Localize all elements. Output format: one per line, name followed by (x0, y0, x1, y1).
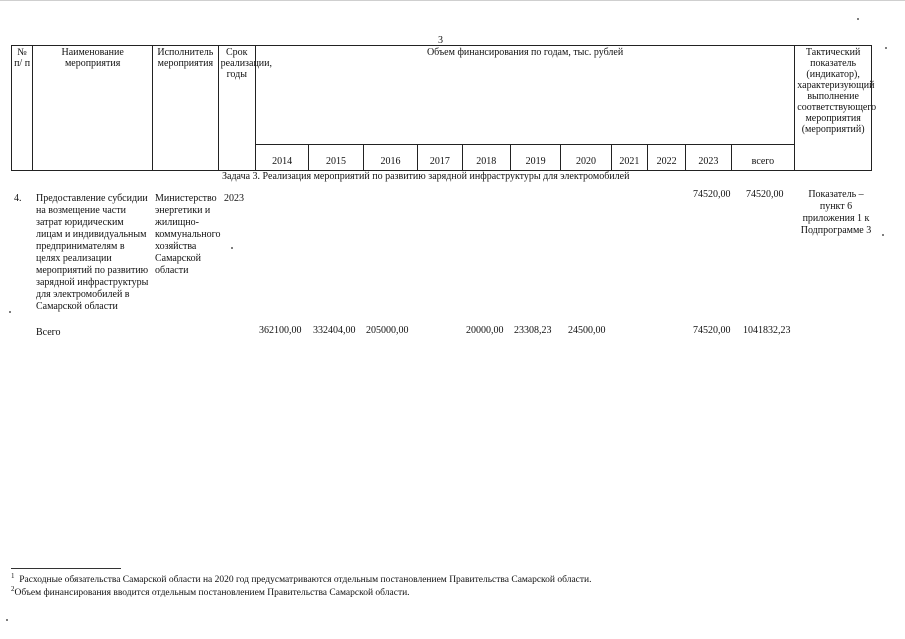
header-year: 2018 (462, 145, 510, 171)
page-top-edge (0, 0, 905, 1)
header-number: № п/ п (12, 46, 33, 171)
row-event-name: Предоставление субсидии на возмещение части затрат юридическим лицам и индивидуальным предпринимателям в целях реализации мероприятий по развитию зарядной инфраструктуры для электромобилей в Самарской области (36, 193, 149, 312)
total-2018: 20000,00 (466, 325, 504, 336)
header-year: 2015 (309, 145, 363, 171)
scan-speck (231, 247, 233, 249)
total-2015: 332404,00 (313, 325, 356, 336)
financing-table-header (11, 45, 877, 171)
total-2023: 74520,00 (693, 325, 731, 336)
footnote-1-mark: 1 (11, 572, 15, 580)
row-number: 4. (14, 193, 22, 204)
task-title: Задача 3. Реализация мероприятий по развитию зарядной инфраструктуры для электромобилей (222, 171, 630, 182)
header-executor: Исполнитель мероприятия (153, 46, 219, 171)
header-term: Срок реализации, годы (218, 46, 255, 171)
total-2014: 362100,00 (259, 325, 302, 336)
total-2020: 24500,00 (568, 325, 606, 336)
footnote-2-text: Объем финансирования вводится отдельным постановлением Правительства Самарской области. (14, 588, 410, 599)
scan-speck (882, 234, 884, 236)
header-event-name: Наименование мероприятия (33, 46, 153, 171)
row-indicator: Показатель – пункт 6 приложения 1 к Подпрограмме 3 (800, 189, 872, 236)
header-financing: Объем финансирования по годам, тыс. рублей (255, 46, 794, 145)
row-value-total: 74520,00 (746, 189, 784, 200)
header-year: 2019 (510, 145, 560, 171)
scan-speck (9, 311, 11, 313)
header-year: 2021 (611, 145, 647, 171)
footnote-2 (11, 585, 410, 598)
scan-speck (6, 619, 8, 621)
header-year: 2014 (255, 145, 308, 171)
header-indicator: Тактический показатель (индикатор), характеризующий выполнение соответствующего мероприятия (мероприятий) (795, 46, 872, 171)
footnote-1-text: Расходные обязательства Самарской области на 2020 год предусматриваются отдельным постановлением Правительства Самарской области. (19, 575, 592, 586)
row-term: 2023 (224, 193, 244, 204)
header-year-total: всего (731, 145, 795, 171)
row-executor: Министерство энергетики и жилищно-коммунального хозяйства Самарской области (155, 193, 221, 276)
footnote-1 (11, 572, 592, 585)
footnote-separator (11, 568, 121, 569)
page-number: 3 (438, 35, 443, 46)
row-value-2023: 74520,00 (693, 189, 731, 200)
header-year: 2020 (561, 145, 611, 171)
total-label: Всего (36, 327, 61, 338)
total-all: 1041832,23 (743, 325, 791, 336)
scan-speck (885, 47, 887, 49)
scan-speck (857, 18, 859, 20)
header-year: 2017 (418, 145, 462, 171)
total-2016: 205000,00 (366, 325, 409, 336)
header-year: 2023 (686, 145, 731, 171)
header-year: 2016 (363, 145, 417, 171)
footnote-2-mark: 2 (11, 585, 15, 593)
header-year: 2022 (647, 145, 685, 171)
total-2019: 23308,23 (514, 325, 552, 336)
